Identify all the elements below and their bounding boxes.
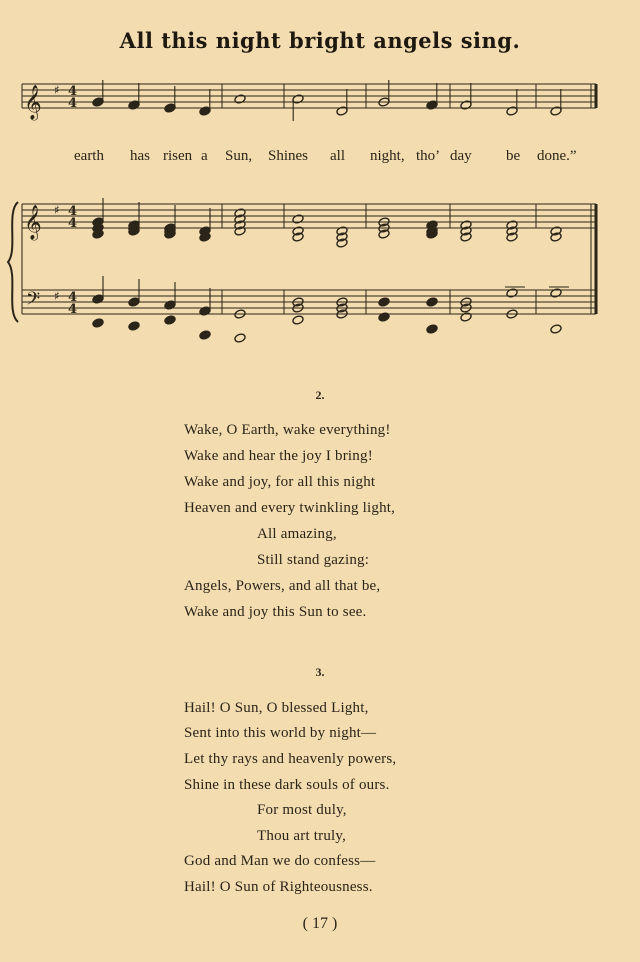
- verse-line: Shine in these dark souls of ours.: [184, 777, 390, 793]
- note-head: [378, 312, 390, 322]
- verse-line: Wake and joy this Sun to see.: [184, 604, 367, 620]
- lyric-word: Sun,: [225, 148, 253, 164]
- lyric-word: day: [450, 148, 472, 164]
- verse-line: Wake, O Earth, wake everything!: [184, 422, 391, 438]
- note-head: [164, 315, 176, 325]
- time-signature-bottom: 4: [68, 216, 78, 231]
- music-score: [0, 0, 640, 360]
- note-head: [164, 300, 176, 310]
- time-signature-bottom: 4: [68, 96, 78, 111]
- verse-number: 2.: [315, 388, 325, 402]
- time-signature-top: 4: [68, 84, 78, 99]
- note-head: [234, 333, 246, 343]
- sharp-sign: ♯: [54, 289, 60, 303]
- note-head: [292, 315, 304, 325]
- verse-number: 3.: [315, 665, 325, 679]
- verse-line: Hail! O Sun, O blessed Light,: [184, 700, 369, 716]
- note-head: [378, 297, 390, 307]
- verse-line: Hail! O Sun of Righteousness.: [184, 879, 373, 895]
- lyric-word: a: [201, 148, 208, 164]
- verse-line: Angels, Powers, and all that be,: [184, 578, 381, 594]
- note-head: [234, 94, 246, 104]
- lyric-word: night,: [370, 148, 405, 164]
- sharp-sign: ♯: [54, 83, 60, 97]
- verse-line: All amazing,: [257, 526, 337, 542]
- lyric-word: Shines: [268, 148, 309, 164]
- lyric-word: all: [330, 148, 345, 164]
- treble-clef: 𝄞: [24, 205, 42, 240]
- verse-line: Heaven and every twinkling light,: [184, 500, 396, 516]
- time-signature-top: 4: [68, 204, 78, 219]
- lyric-word: tho’: [416, 148, 441, 164]
- sharp-sign: ♯: [54, 203, 60, 217]
- verse-line: Thou art truly,: [257, 828, 347, 844]
- hymn-title: All this night bright angels sing.: [119, 28, 521, 53]
- lyric-word: has: [130, 148, 150, 164]
- brace: [8, 202, 18, 322]
- note-head: [128, 297, 140, 307]
- treble-clef: 𝄞: [24, 85, 42, 120]
- note-head: [199, 306, 211, 316]
- note-head: [426, 297, 438, 307]
- note-head: [550, 288, 562, 298]
- page-number: ( 17 ): [302, 915, 338, 932]
- note-head: [128, 321, 140, 331]
- note-head: [92, 318, 104, 328]
- time-signature-bottom: 4: [68, 302, 78, 317]
- note-head: [199, 330, 211, 340]
- verse-line: Wake and joy, for all this night: [184, 474, 376, 490]
- note-head: [92, 294, 104, 304]
- note-head: [506, 288, 518, 298]
- lyric-word: be: [506, 148, 521, 164]
- note-head: [460, 312, 472, 322]
- lyric-word: earth: [74, 148, 104, 164]
- time-signature-top: 4: [68, 290, 78, 305]
- note-head: [292, 214, 304, 224]
- verse-line: For most duly,: [257, 802, 347, 818]
- verse-line: Sent into this world by night—: [184, 725, 377, 741]
- verse-line: God and Man we do confess—: [184, 853, 376, 869]
- verse-line: Still stand gazing:: [257, 552, 370, 568]
- lyric-word: done.”: [537, 148, 577, 164]
- bass-clef: 𝄢: [26, 289, 41, 314]
- note-head: [550, 324, 562, 334]
- verse-line: Let thy rays and heavenly powers,: [184, 751, 397, 767]
- verse-line: Wake and hear the joy I bring!: [184, 448, 373, 464]
- note-head: [426, 324, 438, 334]
- lyric-word: risen: [163, 148, 193, 164]
